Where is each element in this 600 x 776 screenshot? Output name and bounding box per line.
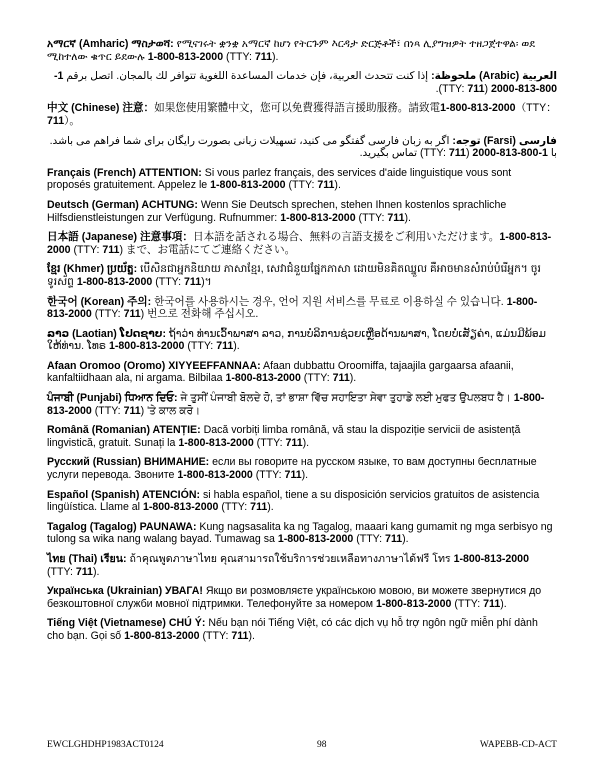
tty-prefix: (TTY: [91,308,124,321]
tty-prefix: (TTY: [70,243,103,256]
notice-text: Afaan dubbattu Oroomiffa, tajaajila gargaarsa afaanii, kanfaltiidhaan ala, ni argama. Bilbilaa [47,359,514,385]
phone-number: 1-800-813-2000 [124,629,200,642]
notice-text: የሚናገሩት ቋንቋ አማርኛ ከሆነ የትርጉም እርዳታ ድርጅቶች፣ በነጻ ሊያግዝዎት ተዘጋጀተዋል፡ ወደ ሚከተለው ቁጥር ይደውሉ [47,38,535,63]
phone-number: 1-800-813-2000 [53,70,557,95]
tty-prefix: (TTY: [423,147,473,160]
tty-prefix: (TTY: [353,533,386,546]
tty-suffix: ). [334,179,341,192]
entry-chinese [47,102,557,127]
tty-suffix: ) 'ਤੇ ਕਾਲ ਕਰੋ। [140,404,201,417]
language-label: አማርኛ (Amharic) ማስታወሻ: [47,38,174,50]
entry-korean [47,296,557,321]
tty-number: 711 [75,565,93,578]
tty-suffix: ). [500,597,507,610]
phone-number: 1-800-813-2000 [147,50,224,63]
entry-japanese [47,231,557,256]
tty-suffix: ) まで、お電話にてご連絡ください。 [119,243,296,256]
entry-vietnamese [47,617,557,642]
notice-text: 如果您使用繁體中文，您可以免費獲得語言援助服務。請致電 [154,102,441,115]
entry-romanian [47,424,557,449]
tty-prefix: (TTY: [451,597,484,610]
language-label: Українська (Ukrainian) УВАГА! [47,585,203,598]
tty-suffix: ). [404,211,411,224]
language-label: ລາວ (Laotian) ໂປດຊາບ: [47,327,166,340]
language-label: 中文 (Chinese) 注意： [47,102,155,115]
notice-text: បើសិនជាអ្នកនិយាយ ភាសាខ្មែរ, សេវាជំនួយផ្នែកភាសា ដោយមិនគិតឈ្នួល គឺអាចមានសំរាប់បំរើអ្នក។ ចូរ ទូរស័ព្ទ [47,263,541,288]
entry-russian [47,456,557,481]
phone-number: 1-800-813-2000 [440,102,516,115]
entry-spanish [47,489,557,514]
notice-text: Wenn Sie Deutsch sprechen, stehen Ihnen kostenlos sprachliche Hilfsdienstleistungen zur Verfügung. Rufnummer: [47,198,507,224]
entry-farsi [47,135,557,160]
tty-number: 711 [254,50,272,63]
language-assistance-notice [47,38,557,650]
tty-number: 711 [102,243,120,256]
tty-prefix: (TTY: [47,565,76,578]
tty-suffix: ). [402,533,409,546]
notice-text: ຖ້າວ່າ ທ່ານເວົ້າພາສາ ລາວ, ການບໍລິການຊ່ວຍເຫຼືອດ້ານພາສາ, ໂດຍບໍ່ເສັຽຄ່າ, ແມ່ນມີພ້ອມໃຫ້ທ່ານ. ໂທຣ [47,327,546,353]
tty-prefix: (TTY: [152,275,185,288]
tty-number: 711 [250,501,268,514]
entry-khmer [47,263,557,288]
entry-oromo [47,360,557,385]
tty-number: 711 [448,147,466,160]
notice-text: Nếu bạn nói Tiếng Việt, có các dịch vụ hỗ trợ ngôn ngữ miễn phí dành cho bạn. Gọi số [47,617,538,642]
tty-number: 711 [467,82,485,95]
tty-prefix: (TTY: [285,179,318,192]
phone-number: 1-800-813-2000 [277,533,354,546]
language-label: ਪੰਜਾਬੀ (Punjabi) ਧਿਆਨ ਦਿਓ: [47,392,178,405]
notice-text: 한국어를 사용하시는 경우, 언어 지원 서비스를 무료로 이용하실 수 있습니다. [151,295,507,308]
entry-french [47,167,557,192]
tty-prefix: (TTY: [252,469,285,482]
tty-suffix: ). [271,50,279,63]
tty-suffix: ). [435,82,443,95]
notice-text: اگر به زبان فارسی گفتگو می کنید، تسهیلات زبانی بصورت رایگان برای شما فراهم می باشد. با [49,134,557,160]
language-label: ไทย (Thai) เรียน: [47,553,127,565]
tty-prefix: (TTY: [223,50,255,63]
phone-number: 1-800-813-2000 [109,340,185,353]
notice-text: Si vous parlez français, des services d'aide linguistique vous sont proposés gratuitement. Appelez le [47,166,512,192]
tty-suffix: ). [248,629,255,642]
tty-suffix: ）。 [64,114,80,127]
page-footer [47,740,557,750]
language-label: Tagalog (Tagalog) PAUNAWA: [47,520,197,533]
tty-number: 711 [385,533,403,546]
phone-number: 1-800-813-2000 [142,501,219,514]
notice-text: 日本語を話される場合、無料の言語支援をご利用いただけます。 [192,231,500,244]
language-label: Русский (Russian) ВНИМАНИЕ: [47,456,210,469]
phone-number: 1-800-813-2000 [47,392,545,417]
language-label: Română (Romanian) ATENȚIE: [47,424,201,437]
entry-arabic [47,70,557,95]
tty-number: 711 [123,308,141,321]
notice-text: если вы говорите на русском языке, то вам доступны бесплатные услуги перевода. Звоните [47,456,537,482]
phone-number: 1-800-813-2000 [76,275,153,288]
entry-laotian [47,328,557,353]
tty-number: 711 [483,597,501,610]
entry-punjabi [47,392,557,417]
language-label: Tiếng Việt (Vietnamese) CHÚ Ý: [47,617,206,630]
tty-suffix: ). [233,340,240,353]
tty-prefix: (TTY: [442,82,491,95]
tty-number: 711 [123,404,141,417]
tty-suffix: ) 번으로 전화해 주십시오. [140,308,259,321]
entry-german [47,199,557,224]
entry-amharic [47,38,557,63]
entry-thai [47,553,557,578]
tty-suffix: ). [301,469,309,482]
phone-number: 1-800-813-2000 [375,597,452,610]
notice-text: إذا كنت تتحدث العربية، فإن خدمات المساعدة اللغوية تتوافر لك بالمجان. اتصل برقم [63,70,432,83]
tty-suffix: ). [267,501,274,514]
phone-number: 1-800-813-2000 [47,295,538,321]
phone-number: 1-800-813-2000 [177,469,253,482]
phone-number: 1-800-813-2000 [472,147,548,160]
tty-prefix: （TTY： [515,102,557,115]
tty-prefix: (TTY: [300,372,333,385]
phone-number: 1-800-813-2000 [225,372,301,385]
tty-prefix: (TTY: [184,340,217,353]
phone-number: 1-800-813-2000 [280,211,356,224]
tty-number: 711 [317,179,335,192]
notice-text: si habla español, tiene a su disposición servicios gratuitos de asistencia lingüística. Llame al [47,488,540,514]
document-code: EWCLGHDHP1983ACT0124 [47,740,164,750]
tty-suffix: )។ [201,275,212,288]
page-number: 98 [317,740,327,750]
phone-number: 1-800-813-2000 [453,553,529,565]
notice-text: Kung nagsasalita ka ng Tagalog, maaari kang gumamit ng mga serbisyo ng tulong sa wika nang walang bayad. Tumawag sa [47,520,553,546]
tty-number: 711 [387,211,405,224]
notice-text: ਜੇ ਤੁਸੀਂ ਪੰਜਾਬੀ ਬੋਲਦੇ ਹੋ, ਤਾਂ ਭਾਸ਼ਾ ਵਿੱਚ ਸਹਾਇਤਾ ਸੇਵਾ ਤੁਹਾਡੇ ਲਈ ਮੁਫਤ ਉਪਲਬਧ ਹੈ। [177,392,514,405]
language-label: Deutsch (German) ACHTUNG: [47,198,198,211]
language-label: Français (French) ATTENTION: [47,166,202,179]
tty-number: 711 [184,275,202,288]
tty-prefix: (TTY: [218,501,251,514]
tty-number: 711 [285,436,303,449]
tty-number: 711 [332,372,350,385]
language-label: ខ្មែរ (Khmer) ប្រយ័ត្ន: [47,263,138,276]
language-label: Afaan Oromoo (Oromo) XIYYEEFFANNAA: [47,359,261,372]
tty-prefix: (TTY: [253,436,286,449]
phone-number: 1-800-813-2000 [47,231,552,256]
tty-prefix: (TTY: [355,211,388,224]
phone-number: 1-800-813-2000 [210,179,286,192]
language-label: Español (Spanish) ATENCIÓN: [47,488,201,501]
phone-number: 1-800-813-2000 [178,436,254,449]
language-label: العربية (Arabic) ملحوظة: [431,70,557,83]
tty-suffix: ). [349,372,357,385]
tty-prefix: (TTY: [199,629,232,642]
language-label: 한국어 (Korean) 주의: [47,295,152,308]
tty-suffix: ). [302,436,310,449]
tty-number: 711 [47,114,65,127]
tty-prefix: (TTY: [91,404,124,417]
notice-text: Якщо ви розмовляєте українською мовою, ви можете звернутися до безкоштовної служби мовної підтримки. Телефонуйте за номером [47,585,542,610]
notice-text: ถ้าคุณพูดภาษาไทย คุณสามารถใช้บริการช่วยเหลือทางภาษาได้ฟรี โทร [126,553,454,565]
form-code: WAPEBB-CD-ACT [479,740,557,750]
tty-number: 711 [284,469,302,482]
tty-suffix: ). [92,565,100,578]
language-label: فارسی (Farsi) توجه: [452,134,557,147]
tty-number: 711 [231,629,249,642]
notice-text: Dacă vorbiți limba română, vă stau la dispoziție servicii de asistență lingvistică, gratuit. Sunați la [47,424,521,449]
tty-suffix: ) تماس بگیرید. [359,147,424,160]
language-label: 日本語 (Japanese) 注意事項： [47,231,193,244]
entry-ukrainian [47,585,557,610]
entry-tagalog [47,521,557,546]
tty-number: 711 [216,340,234,353]
